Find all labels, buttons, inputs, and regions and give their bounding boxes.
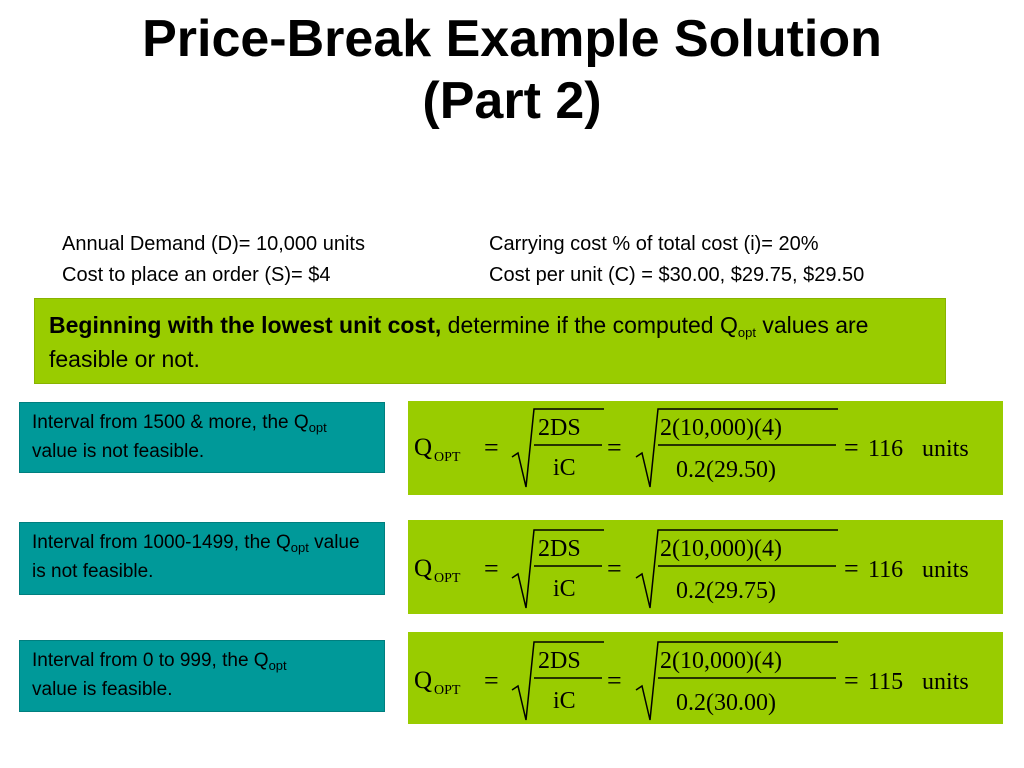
formula-2-svg [408,520,1003,614]
interval-2-sub: opt [290,540,309,555]
formula-result: 115 [868,669,904,695]
interval-2-text: Interval from 1000-1499, the Q [32,532,291,553]
formula-result: 116 [868,436,904,462]
interval-box-3 [19,640,385,712]
interval-box-1 [19,402,385,473]
instruction-box [34,298,946,384]
formula-unit: units [922,669,969,695]
given-right [489,229,864,291]
formula-result: 116 [868,557,904,583]
formula-num-1: 2DS [538,415,581,441]
order-cost-text: Cost to place an order (S)= $4 [62,264,331,286]
interval-1-text: Interval from 1500 & more, the Q [32,412,309,433]
interval-3-sub: opt [268,658,287,673]
formula-box-1 [408,401,1003,495]
formula-1-svg [408,401,1003,495]
formula-3-svg [408,632,1003,724]
formula-den-1: iC [553,688,576,714]
interval-1-text-2: value is not feasible. [32,441,205,462]
formula-equals-3: = [844,666,859,695]
formula-num-2: 2(10,000)(4) [660,415,782,441]
formula-den-2: 0.2(29.75) [676,578,776,604]
formula-q: Q [414,667,433,694]
formula-equals-2: = [607,554,622,583]
formula-q: Q [414,434,433,461]
interval-box-2 [19,522,385,595]
formula-equals-1: = [484,666,499,695]
formula-den-1: iC [553,576,576,602]
instruction-bold: Beginning with the lowest unit cost, [49,312,442,338]
title-line-1: Price-Break Example Solution [142,10,882,68]
instruction-text-1: determine if the computed Q [441,312,738,338]
carrying-cost-text: Carrying cost % of total cost (i)= 20% [489,233,819,255]
given-left [62,229,365,291]
formula-q: Q [414,555,433,582]
formula-num-2: 2(10,000)(4) [660,648,782,674]
formula-q-sub: OPT [434,450,461,465]
formula-num-1: 2DS [538,648,581,674]
formula-equals-3: = [844,554,859,583]
formula-q-sub: OPT [434,571,461,586]
formula-equals-2: = [607,433,622,462]
title-line-2: (Part 2) [422,72,602,130]
interval-3-text-2: value is feasible. [32,679,173,700]
formula-unit: units [922,557,969,583]
formula-equals-3: = [844,433,859,462]
instruction-sub: opt [737,325,756,340]
formula-den-1: iC [553,455,576,481]
page-title [0,8,1024,132]
formula-q-sub: OPT [434,683,461,698]
formula-equals-1: = [484,433,499,462]
formula-box-3 [408,632,1003,724]
instruction-text-2: values are feasible or not. [49,312,869,372]
formula-equals-1: = [484,554,499,583]
formula-unit: units [922,436,969,462]
formula-box-2 [408,520,1003,614]
interval-1-sub: opt [308,420,327,435]
interval-3-text: Interval from 0 to 999, the Q [32,650,269,671]
formula-num-1: 2DS [538,536,581,562]
annual-demand-text: Annual Demand (D)= 10,000 units [62,233,365,255]
formula-equals-2: = [607,666,622,695]
interval-2-text-2: value is not feasible. [32,532,360,582]
formula-den-2: 0.2(29.50) [676,457,776,483]
unit-cost-text: Cost per unit (C) = $30.00, $29.75, $29.50 [489,264,865,286]
formula-den-2: 0.2(30.00) [676,690,776,716]
formula-num-2: 2(10,000)(4) [660,536,782,562]
